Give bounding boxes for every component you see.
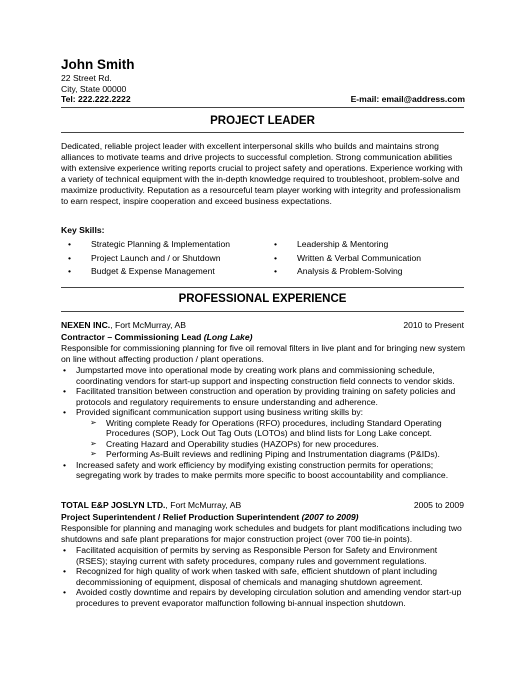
candidate-name: John Smith [61, 57, 135, 72]
experience-heading: PROFESSIONAL EXPERIENCE [178, 293, 347, 305]
job-role [61, 332, 252, 343]
achievement-item: • Facilitated acquisition of permits by serving as Responsible Person for Safety and Environment (RSES); staying current with safety procedures, company rules and government regulations. [61, 545, 466, 566]
job-header [61, 500, 464, 511]
skill-item: • Strategic Planning & Implementation [68, 238, 230, 252]
sub-item: ➢ Performing As-Built reviews and redlining Piping and Instrumentation diagrams (P&IDs). [76, 449, 466, 460]
company-location: , Fort McMurray, AB [110, 320, 186, 330]
email-address: E-mail: email@address.com [350, 94, 465, 104]
role-title: Contractor – Commissioning Lead [61, 332, 204, 342]
achievement-text: Provided significant communication support using business writing skills by: [76, 407, 364, 417]
achievement-item: • Recognized for high quality of work when tasked with safe, efficient shutdown of plant including decommissioning of equipment, disposal of chemicals and managing shutdown agreement. [61, 566, 466, 587]
job-dates: 2010 to Present [403, 320, 464, 330]
job-bullets [61, 365, 466, 481]
divider [61, 107, 464, 108]
divider [61, 311, 464, 312]
sub-item: ➢ Creating Hazard and Operability studies (HAZOPs) for new procedures. [76, 439, 466, 450]
divider [61, 132, 464, 133]
company-location: , Fort McMurray, AB [165, 500, 242, 510]
job-description: Responsible for commissioning planning for five oil removal filters in live plant and for bringing new system on line without affecting production / plant operations. [61, 343, 466, 364]
job-header [61, 320, 464, 331]
job-dates: 2005 to 2009 [413, 500, 464, 510]
skill-item: • Project Launch and / or Shutdown [68, 252, 230, 266]
achievement-item: • Avoided costly downtime and repairs by developing circulation solution and amending vendor start-up procedures to prevent evaporator malfunction following bi-annual inspection shutdown. [61, 587, 466, 608]
divider [61, 287, 464, 288]
key-skills-heading: Key Skills: [61, 225, 105, 235]
role-note: (2007 to 2009) [301, 512, 359, 522]
skill-item: • Leadership & Mentoring [274, 238, 421, 252]
contact-address [61, 73, 131, 105]
resume-title: PROJECT LEADER [210, 115, 315, 127]
job-role [61, 512, 359, 523]
professional-summary: Dedicated, reliable project leader with excellent interpersonal skills who builds and maintains strong alliances to motivate teams and drive projects to successful completion. Strong communication abilities with extensive experience writing reports crucial to project safety and operations. Experience working with a variety of technical equipment with the in-depth knowledge required to troubleshoot, problem-solve and maximize productivity. Reputation as a resourceful team player working with integrity and professionalism to earn respect, inspire cooperation and exceed business expectations. [61, 141, 463, 207]
street-address: 22 Street Rd. [61, 73, 112, 83]
sub-item: ➢ Writing complete Ready for Operations (RFO) procedures, including Standard Operating Procedures (SOP), Lock Out Tag Outs (LOTOs) and blind lists for Long Lake concept. [76, 418, 466, 439]
achievement-item: • Jumpstarted move into operational mode by creating work plans and commissioning schedule, coordinating vendors for start-up support and inspecting construction field connects to vendor skids. [61, 365, 466, 386]
skill-item: • Analysis & Problem-Solving [274, 265, 421, 279]
skill-item: • Budget & Expense Management [68, 265, 230, 279]
role-note: (Long Lake) [203, 332, 253, 342]
achievement-item: • Increased safety and work efficiency by modifying existing construction permits for operations; segregating work by trades to make permits more specific to boost accountability and compliance. [61, 460, 466, 481]
sub-bullets [76, 418, 466, 460]
key-skills-left-list [68, 238, 230, 279]
role-title: Project Superintendent / Relief Production Superintendent [61, 512, 302, 522]
job-description: Responsible for planning and managing work schedules and budgets for plant modifications including two shutdowns and safe plant preparations for major construction project (over 700 tie-in points). [61, 523, 462, 544]
company-name: TOTAL E&P JOSLYN LTD. [61, 500, 166, 510]
company-name: NEXEN INC. [61, 320, 111, 330]
key-skills-right-list [274, 238, 421, 279]
skill-item: • Written & Verbal Communication [274, 252, 421, 266]
job-bullets [61, 545, 466, 608]
telephone: Tel: 222.222.2222 [61, 94, 131, 104]
achievement-item: • Facilitated transition between construction and operation by providing training on safety policies and protocols and regulatory requirements to ensure understanding and adherence. [61, 386, 466, 407]
city-state: City, State 00000 [61, 83, 127, 94]
achievement-item [61, 407, 466, 460]
